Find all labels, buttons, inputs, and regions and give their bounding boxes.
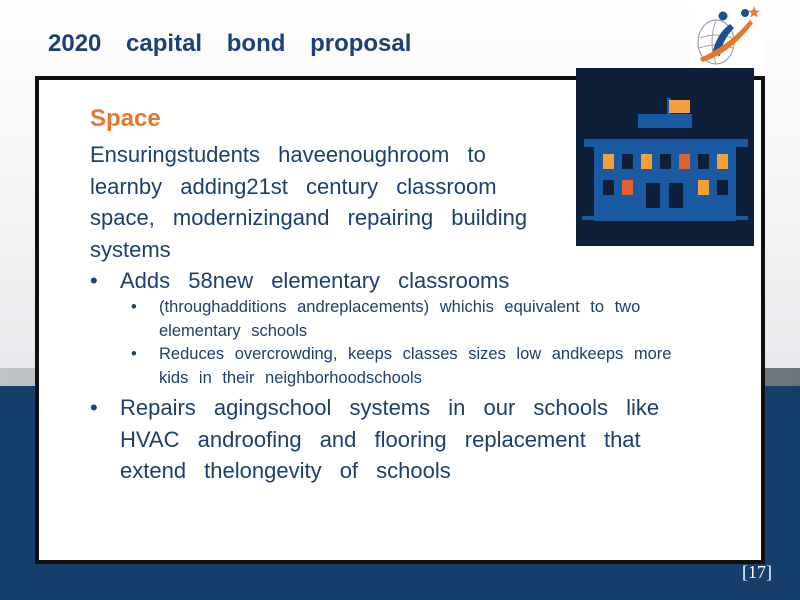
bullet-text: Adds 58new elementary classrooms	[120, 268, 510, 293]
page-number: [17]	[742, 562, 772, 582]
bullet-item	[90, 392, 680, 487]
sub-bullet-dot: •	[131, 345, 137, 363]
sub-bullet-dot: •	[131, 298, 137, 316]
sub-bullet-text: (throughadditions andreplacements) whichis equivalent to two elementary schools	[159, 298, 641, 340]
school-building-icon	[576, 68, 754, 246]
sub-bullet-item	[131, 343, 679, 390]
slide-title: 2020 capital bond proposal	[48, 30, 412, 57]
bullet-dot: •	[90, 395, 98, 420]
bullet-dot: •	[90, 268, 98, 293]
bullet-text: Repairs agingschool systems in our schools like HVAC androofing and flooring replacement that extend thelongevity of schools	[120, 395, 660, 483]
district-logo-icon	[690, 2, 762, 70]
sub-bullet-text: Reduces overcrowding, keeps classes sizes low andkeeps more kids in their neighborhoodschools	[159, 345, 672, 387]
sub-bullet-item	[131, 296, 679, 343]
section-title: Space	[90, 105, 161, 132]
intro-text: Ensuringstudents haveenoughroom to learnby adding21st century classroom space, modernizingand repairing building systems	[90, 142, 528, 262]
bullet-item	[90, 265, 620, 297]
